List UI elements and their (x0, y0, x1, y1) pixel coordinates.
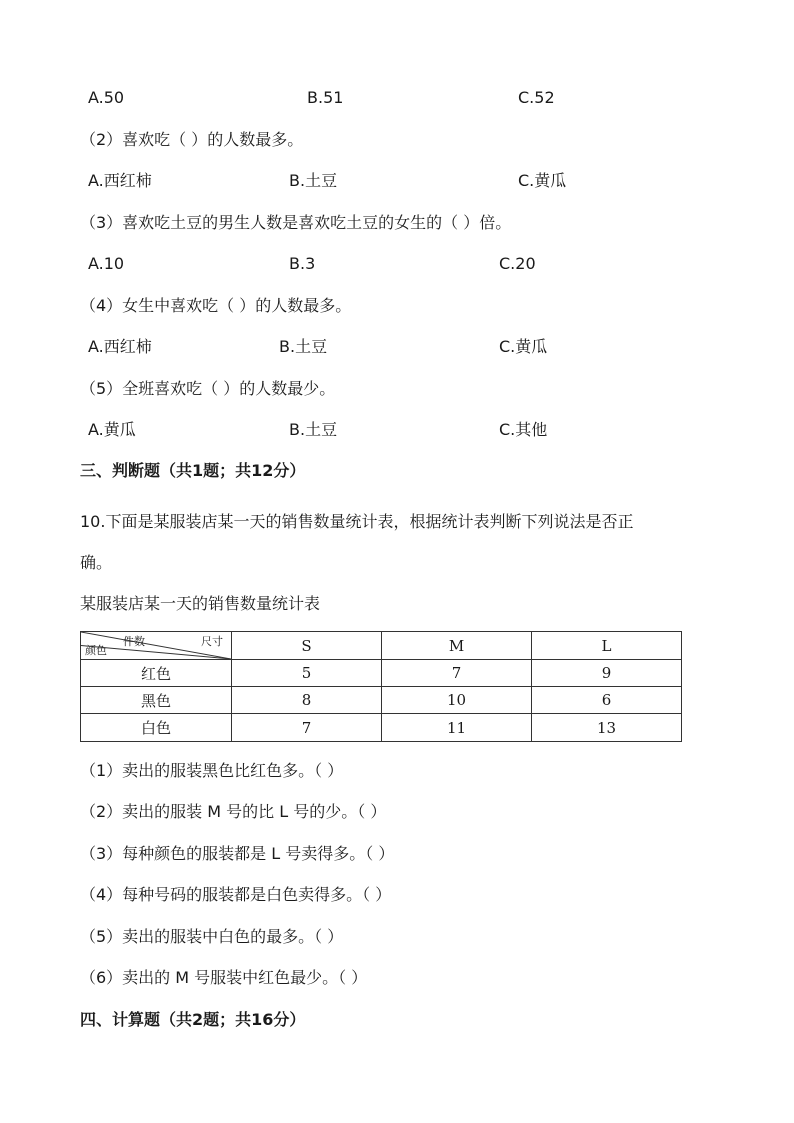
question-5: （5）全班喜欢吃（ ）的人数最少。 (80, 379, 336, 398)
table-cell: 8 (232, 687, 382, 714)
table-row (81, 714, 682, 742)
option-a: A.10 (88, 254, 125, 273)
table-cell: 7 (232, 714, 382, 742)
col-header-l: L (532, 632, 682, 660)
question-10: 10.下面是某服装店某一天的销售数量统计表，根据统计表判断下列说法是否正 (80, 512, 634, 531)
option-c: C.黄瓜 (518, 171, 567, 190)
option-c: C.20 (499, 254, 536, 273)
col-header-m: M (382, 632, 532, 660)
sales-table (80, 631, 682, 742)
option-a: A.50 (88, 88, 125, 107)
header-color: 颜色 (85, 644, 107, 657)
option-b: B.土豆 (279, 337, 328, 356)
statement-4: （4）每种号码的服装都是白色卖得多。（ ） (80, 885, 392, 904)
header-size: 尺寸 (201, 635, 223, 648)
option-b: B.土豆 (289, 420, 338, 439)
option-c: C.其他 (499, 420, 548, 439)
table-corner-header (81, 632, 232, 660)
section-heading: 四、计算题（共2题；共16分） (80, 1010, 306, 1029)
question-10-cont: 确。 (80, 553, 113, 572)
col-header-s: S (232, 632, 382, 660)
statement-3: （3）每种颜色的服装都是 L 号卖得多。（ ） (80, 844, 395, 863)
option-c: C.黄瓜 (499, 337, 548, 356)
table-title: 某服装店某一天的销售数量统计表 (80, 594, 321, 613)
table-cell: 5 (232, 660, 382, 687)
table-row (81, 660, 682, 687)
row-label: 黑色 (81, 687, 232, 714)
question-2: （2）喜欢吃（ ）的人数最多。 (80, 130, 304, 149)
table-cell: 7 (382, 660, 532, 687)
option-c: C.52 (518, 88, 555, 107)
statement-2: （2）卖出的服装 M 号的比 L 号的少。（ ） (80, 802, 387, 821)
table-cell: 10 (382, 687, 532, 714)
option-b: B.3 (289, 254, 316, 273)
question-3: （3）喜欢吃土豆的男生人数是喜欢吃土豆的女生的（ ）倍。 (80, 213, 512, 232)
header-count: 件数 (123, 635, 145, 648)
table-row (81, 687, 682, 714)
statement-6: （6）卖出的 M 号服装中红色最少。（ ） (80, 968, 368, 987)
row-label: 红色 (81, 660, 232, 687)
option-b: B.土豆 (289, 171, 338, 190)
question-4: （4）女生中喜欢吃（ ）的人数最多。 (80, 296, 352, 315)
section-heading: 三、判断题（共1题；共12分） (80, 461, 306, 480)
table-cell: 13 (532, 714, 682, 742)
statement-5: （5）卖出的服装中白色的最多。（ ） (80, 927, 344, 946)
option-a: A.西红柿 (88, 337, 152, 356)
statement-1: （1）卖出的服装黑色比红色多。（ ） (80, 761, 344, 780)
table-cell: 9 (532, 660, 682, 687)
option-a: A.西红柿 (88, 171, 152, 190)
option-a: A.黄瓜 (88, 420, 136, 439)
option-b: B.51 (307, 88, 344, 107)
row-label: 白色 (81, 714, 232, 742)
table-cell: 11 (382, 714, 532, 742)
table-cell: 6 (532, 687, 682, 714)
